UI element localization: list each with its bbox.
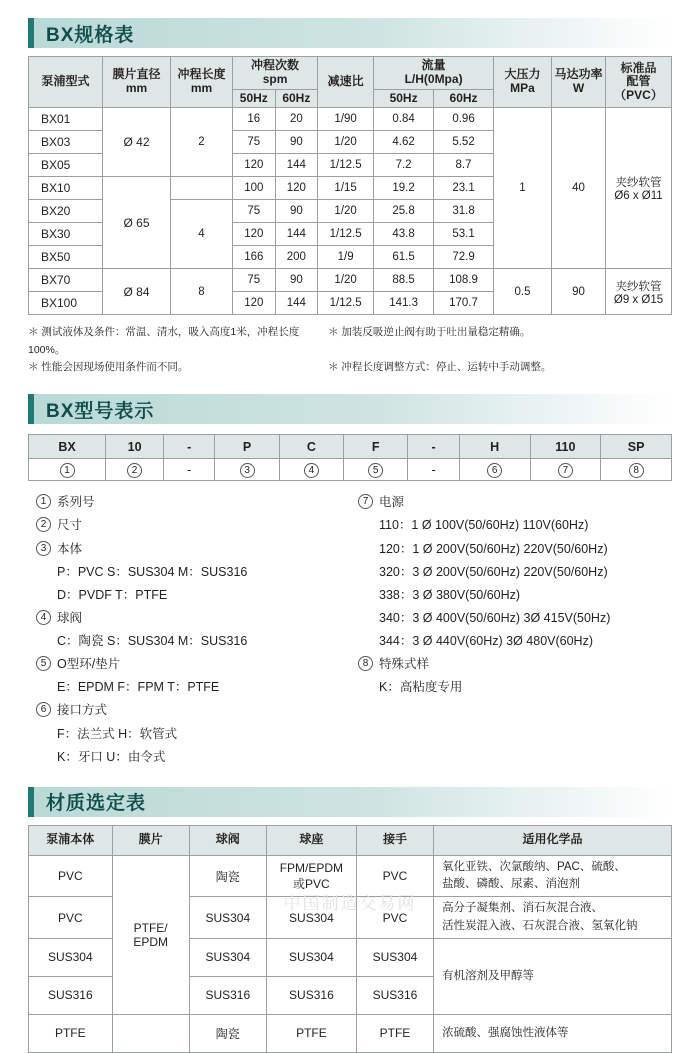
- th-50hz-spm: 50Hz: [233, 89, 276, 108]
- th-ball: 球阀: [189, 825, 266, 855]
- note-left-2: ＊ 性能会因现场使用条件而不同。: [28, 361, 189, 374]
- section-title-material: 材质选定表: [46, 793, 147, 815]
- cell-model: BX20: [29, 200, 103, 223]
- table-row: [29, 269, 672, 292]
- marker-1: 1: [60, 463, 75, 478]
- legend-sub: P：PVC S：SUS304 M：SUS316: [57, 564, 248, 579]
- legend-sub: C：陶瓷 S：SUS304 M：SUS316: [57, 634, 248, 649]
- cell-spm60: 20: [275, 108, 318, 131]
- legend-label: 特殊式样: [379, 657, 430, 672]
- model-code-row: [29, 435, 672, 459]
- legend-item: [358, 491, 672, 514]
- cell-flow60: 170.7: [434, 292, 494, 315]
- code-cell-3: -: [164, 435, 215, 459]
- legend-sub: 320：3 Ø 200V(50/60Hz) 220V(50/60Hz): [379, 564, 608, 579]
- cell-model: BX30: [29, 223, 103, 246]
- cell-stroke-2: 2: [171, 108, 233, 177]
- watermark: 中国制造交易网: [283, 894, 417, 913]
- legend-sub: F：法兰式 H：软管式: [57, 726, 178, 741]
- cell-diaphragm: [112, 1014, 189, 1052]
- cell-chemicals: 有机溶剂及甲醇等: [434, 938, 672, 1014]
- legend-item: [36, 607, 350, 630]
- cell-flow50: 0.84: [374, 108, 434, 131]
- cell-spm50: 16: [233, 108, 276, 131]
- legend-label: 系列号: [57, 495, 95, 510]
- cell-diaphragm-42: Ø 42: [103, 108, 171, 177]
- cell-ball: SUS316: [189, 976, 266, 1014]
- cell-seat: SUS316: [266, 976, 356, 1014]
- legend-num: 7: [358, 494, 373, 509]
- marker-cell-9: [530, 459, 601, 481]
- model-code-table: [28, 434, 672, 481]
- legend-sub: K：高粘度专用: [379, 680, 463, 695]
- cell-flow60: 8.7: [434, 154, 494, 177]
- legend-label: 球阀: [57, 610, 83, 625]
- cell-body: PTFE: [29, 1014, 113, 1052]
- legend-label: 接口方式: [57, 703, 108, 718]
- document-page: [0, 18, 700, 1041]
- cell-joint: SUS304: [356, 938, 433, 976]
- th-motor: 马达功率 W: [552, 57, 606, 108]
- marker-7: -: [431, 462, 436, 477]
- material-table: [28, 825, 672, 1053]
- cell-spm50: 75: [233, 131, 276, 154]
- section-title-model: BX型号表示: [46, 400, 155, 422]
- cell-ratio: 1/15: [318, 177, 374, 200]
- cell-diaphragm: PTFE/ EPDM: [112, 855, 189, 1014]
- cell-spm50: 75: [233, 200, 276, 223]
- legend-sub: 344：3 Ø 440V(60Hz) 3Ø 480V(60Hz): [379, 634, 593, 649]
- cell-flow60: 23.1: [434, 177, 494, 200]
- legend-num: 1: [36, 494, 51, 509]
- th-strokes: 冲程次数 spm: [233, 57, 318, 90]
- th-pipe: 标准品 配管（PVC）: [606, 57, 672, 108]
- marker-5: 4: [304, 463, 319, 478]
- th-60hz-spm: 60Hz: [275, 89, 318, 108]
- table-row: [29, 108, 672, 131]
- marker-6: 5: [368, 463, 383, 478]
- cell-model: BX70: [29, 269, 103, 292]
- cell-spm50: 166: [233, 246, 276, 269]
- legend-num: 8: [358, 656, 373, 671]
- cell-seat: FPM/EPDM 或PVC: [266, 855, 356, 897]
- cell-stroke-8: 8: [171, 269, 233, 315]
- cell-flow60: 72.9: [434, 246, 494, 269]
- legend-column-left: [28, 491, 350, 769]
- legend-sub: 120：1 Ø 200V(50/60Hz) 220V(50/60Hz): [379, 541, 608, 556]
- section-header-model: [28, 394, 672, 424]
- cell-spm60: 90: [275, 269, 318, 292]
- marker-cell-10: [601, 459, 672, 481]
- th-body: 泵浦本体: [29, 825, 113, 855]
- marker-2: 2: [127, 463, 142, 478]
- legend-item: [36, 653, 350, 676]
- legend-item: [36, 491, 350, 514]
- cell-flow60: 31.8: [434, 200, 494, 223]
- th-seat: 球座: [266, 825, 356, 855]
- cell-model: BX50: [29, 246, 103, 269]
- cell-ratio: 1/12.5: [318, 292, 374, 315]
- legend-label: 本体: [57, 541, 83, 556]
- cell-ratio: 1/90: [318, 108, 374, 131]
- model-marker-row: [29, 459, 672, 481]
- marker-3: -: [187, 462, 192, 477]
- section-header-spec: [28, 18, 672, 48]
- th-flow: 流量 L/H(0Mpa): [374, 57, 494, 90]
- cell-flow60: 53.1: [434, 223, 494, 246]
- legend-sub: 338：3 Ø 380V(50/60Hz): [379, 587, 521, 602]
- cell-ball: SUS304: [189, 938, 266, 976]
- cell-model: BX05: [29, 154, 103, 177]
- th-diaphragm: 膜片直径 mm: [103, 57, 171, 108]
- legend-item: [36, 514, 350, 537]
- cell-motor-90: 90: [552, 269, 606, 315]
- cell-body: SUS316: [29, 976, 113, 1014]
- marker-cell-7: [408, 459, 459, 481]
- cell-ratio: 1/20: [318, 269, 374, 292]
- legend-item: [36, 699, 350, 722]
- th-chemicals: 适用化学品: [434, 825, 672, 855]
- cell-flow50: 141.3: [374, 292, 434, 315]
- note-right-1: ＊ 加装反吸逆止阀有助于吐出量稳定精确。: [328, 326, 531, 339]
- cell-spm60: 90: [275, 200, 318, 223]
- cell-flow60: 108.9: [434, 269, 494, 292]
- cell-joint: PTFE: [356, 1014, 433, 1052]
- cell-flow50: 43.8: [374, 223, 434, 246]
- cell-body: SUS304: [29, 938, 113, 976]
- marker-cell-1: [29, 459, 106, 481]
- cell-spm60: 90: [275, 131, 318, 154]
- table-row: [29, 1014, 672, 1052]
- th-diaphragm: 膜片: [112, 825, 189, 855]
- cell-pipe-2: 夹纱软管 Ø9 x Ø15: [606, 269, 672, 315]
- code-cell-10: SP: [601, 435, 672, 459]
- legend-sub: E：EPDM F：FPM T：PTFE: [57, 680, 220, 695]
- cell-pipe-1: 夹纱软管 Ø6 x Ø11: [606, 108, 672, 269]
- table-header-row: [29, 57, 672, 90]
- marker-cell-3: [164, 459, 215, 481]
- cell-spm60: 144: [275, 223, 318, 246]
- th-50hz-flow: 50Hz: [374, 89, 434, 108]
- legend-label: O型环/垫片: [57, 657, 121, 672]
- legend-num: 3: [36, 541, 51, 556]
- cell-spm60: 144: [275, 154, 318, 177]
- cell-spm50: 75: [233, 269, 276, 292]
- cell-ball: 陶瓷: [189, 855, 266, 897]
- cell-joint: SUS316: [356, 976, 433, 1014]
- cell-seat: PTFE: [266, 1014, 356, 1052]
- cell-pressure-1: 1: [494, 108, 552, 269]
- cell-spm60: 200: [275, 246, 318, 269]
- marker-cell-5: [279, 459, 343, 481]
- code-cell-6: F: [344, 435, 408, 459]
- table-header-row: [29, 825, 672, 855]
- cell-flow50: 88.5: [374, 269, 434, 292]
- th-60hz-flow: 60Hz: [434, 89, 494, 108]
- cell-model: BX01: [29, 108, 103, 131]
- cell-model: BX100: [29, 292, 103, 315]
- model-legend: [28, 491, 672, 769]
- legend-sub: 340：3 Ø 400V(50/60Hz) 3Ø 415V(50Hz): [379, 610, 611, 625]
- legend-column-right: [350, 491, 672, 769]
- legend-num: 5: [36, 656, 51, 671]
- cell-body: PVC: [29, 897, 113, 939]
- table-row: [29, 855, 672, 897]
- cell-flow60: 0.96: [434, 108, 494, 131]
- code-cell-4: P: [215, 435, 279, 459]
- cell-ratio: 1/12.5: [318, 223, 374, 246]
- cell-spm50: 120: [233, 292, 276, 315]
- cell-ratio: 1/12.5: [318, 154, 374, 177]
- cell-chemicals: 浓硫酸、强腐蚀性液体等: [434, 1014, 672, 1052]
- cell-spm60: 144: [275, 292, 318, 315]
- cell-spm50: 120: [233, 154, 276, 177]
- cell-spm60: 120: [275, 177, 318, 200]
- th-stroke-length: 冲程长度 mm: [171, 57, 233, 108]
- legend-sub: D：PVDF T：PTFE: [57, 587, 168, 602]
- legend-label: 电源: [379, 495, 405, 510]
- cell-stroke-blank: [171, 177, 233, 200]
- marker-10: 8: [629, 463, 644, 478]
- cell-flow50: 4.62: [374, 131, 434, 154]
- legend-num: 4: [36, 610, 51, 625]
- section-title-spec: BX规格表: [46, 24, 135, 46]
- cell-diaphragm-84: Ø 84: [103, 269, 171, 315]
- spec-notes: [28, 324, 672, 376]
- cell-flow50: 25.8: [374, 200, 434, 223]
- cell-chemicals: 氧化亚铁、次氯酸纳、PAC、硫酸、 盐酸、磷酸、尿素、消泡剂: [434, 855, 672, 897]
- th-ratio: 减速比: [318, 57, 374, 108]
- marker-9: 7: [558, 463, 573, 478]
- cell-model: BX03: [29, 131, 103, 154]
- cell-body: PVC: [29, 855, 113, 897]
- marker-8: 6: [487, 463, 502, 478]
- cell-joint: PVC: [356, 897, 433, 939]
- th-joint: 接手: [356, 825, 433, 855]
- legend-num: 2: [36, 517, 51, 532]
- cell-pressure-05: 0.5: [494, 269, 552, 315]
- cell-motor-40: 40: [552, 108, 606, 269]
- marker-cell-8: [459, 459, 530, 481]
- marker-4: 3: [240, 463, 255, 478]
- legend-sub: 110：1 Ø 100V(50/60Hz) 110V(60Hz): [379, 518, 589, 533]
- note-left-1: ＊ 测试液体及条件：常温、清水，吸入高度1米，冲程长度100%。: [28, 326, 300, 356]
- legend-sub: K：牙口 U：由令式: [57, 749, 166, 764]
- code-cell-8: H: [459, 435, 530, 459]
- code-cell-5: C: [279, 435, 343, 459]
- cell-diaphragm-65: Ø 65: [103, 177, 171, 269]
- cell-flow50: 7.2: [374, 154, 434, 177]
- cell-ratio: 1/20: [318, 131, 374, 154]
- marker-cell-4: [215, 459, 279, 481]
- cell-ratio: 1/20: [318, 200, 374, 223]
- cell-ratio: 1/9: [318, 246, 374, 269]
- cell-ball: 陶瓷: [189, 1014, 266, 1052]
- note-right-2: ＊ 冲程长度调整方式：停止、运转中手动调整。: [328, 361, 552, 374]
- th-pressure: 大压力 MPa: [494, 57, 552, 108]
- legend-label: 尺寸: [57, 518, 83, 533]
- code-cell-1: BX: [29, 435, 106, 459]
- cell-ball: SUS304: [189, 897, 266, 939]
- cell-joint: PVC: [356, 855, 433, 897]
- cell-seat: SUS304: [266, 897, 356, 939]
- legend-num: 6: [36, 702, 51, 717]
- cell-spm50: 120: [233, 223, 276, 246]
- cell-model: BX10: [29, 177, 103, 200]
- section-header-material: [28, 787, 672, 817]
- cell-flow60: 5.52: [434, 131, 494, 154]
- legend-item: [36, 538, 350, 561]
- cell-spm50: 100: [233, 177, 276, 200]
- code-cell-7: -: [408, 435, 459, 459]
- code-cell-9: 110: [530, 435, 601, 459]
- cell-chemicals: 高分子凝集剂、消石灰混合液、 活性炭混入液、石灰混合液、氢氧化钠: [434, 897, 672, 939]
- code-cell-2: 10: [106, 435, 164, 459]
- th-model: 泵浦型式: [29, 57, 103, 108]
- marker-cell-6: [344, 459, 408, 481]
- legend-item: [358, 653, 672, 676]
- cell-flow50: 61.5: [374, 246, 434, 269]
- cell-stroke-4: 4: [171, 200, 233, 269]
- cell-flow50: 19.2: [374, 177, 434, 200]
- spec-table: [28, 56, 672, 315]
- marker-cell-2: [106, 459, 164, 481]
- cell-seat: SUS304: [266, 938, 356, 976]
